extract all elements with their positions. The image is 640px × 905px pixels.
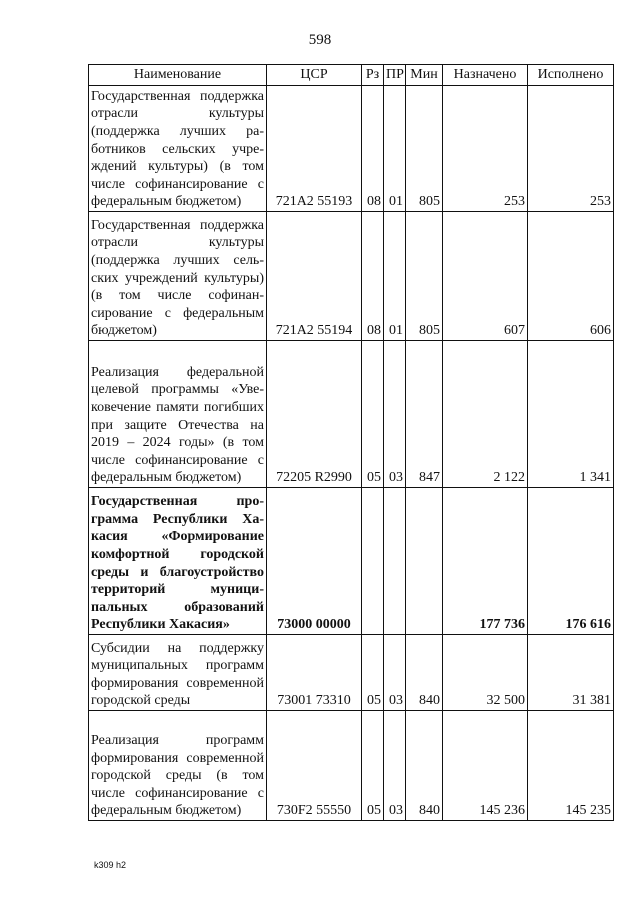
row-csr: 721А2 55194 — [267, 212, 362, 341]
row-executed: 1 341 — [528, 341, 614, 488]
row-name: Государственная программа Республики Хакасия «Формирование комфортной городской среды и благоустройство территорий муниципальных образований Республики Хакасия» — [89, 488, 267, 635]
row-pr: 03 — [384, 711, 406, 821]
row-pr: 01 — [384, 212, 406, 341]
header-assigned: Назначено — [443, 65, 528, 86]
row-csr: 73000 00000 — [267, 488, 362, 635]
row-min: 840 — [406, 635, 443, 711]
header-executed: Исполнено — [528, 65, 614, 86]
row-csr: 721А2 55193 — [267, 86, 362, 212]
row-pr: 03 — [384, 635, 406, 711]
row-rz: 05 — [362, 341, 384, 488]
row-name: Субсидии на поддержку муниципальных программ формирования современной городской среды — [89, 635, 267, 711]
table-row — [89, 341, 614, 488]
row-assigned: 145 236 — [443, 711, 528, 821]
row-csr: 73001 73310 — [267, 635, 362, 711]
row-min: 840 — [406, 711, 443, 821]
header-min: Мин — [406, 65, 443, 86]
row-rz: 08 — [362, 212, 384, 341]
budget-table — [88, 64, 614, 821]
row-name: Государственная поддержка отрасли культуры (поддержка лучших сельских учреждений культуры) (в том числе софинансирование с федеральным бюджетом) — [89, 212, 267, 341]
row-rz: 05 — [362, 635, 384, 711]
row-min: 805 — [406, 86, 443, 212]
table-row — [89, 635, 614, 711]
row-min — [406, 488, 443, 635]
row-pr: 03 — [384, 341, 406, 488]
row-rz — [362, 488, 384, 635]
row-csr: 72205 R2990 — [267, 341, 362, 488]
row-executed: 606 — [528, 212, 614, 341]
row-pr — [384, 488, 406, 635]
table-row — [89, 488, 614, 635]
row-name: Реализация программ формирования современной городской среды (в том числе софинансирование с федеральным бюджетом) — [89, 711, 267, 821]
header-pr: ПР — [384, 65, 406, 86]
table-row — [89, 711, 614, 821]
row-assigned: 32 500 — [443, 635, 528, 711]
header-rz: Рз — [362, 65, 384, 86]
row-rz: 08 — [362, 86, 384, 212]
row-assigned: 607 — [443, 212, 528, 341]
table-row — [89, 86, 614, 212]
row-min: 805 — [406, 212, 443, 341]
header-csr: ЦСР — [267, 65, 362, 86]
row-name: Реализация федеральной целевой программы «Увековечение памяти погибших при защите Отечества на 2019 – 2024 годы» (в том числе софинансирование с федеральным бюджетом) — [89, 341, 267, 488]
row-executed: 31 381 — [528, 635, 614, 711]
table-row — [89, 212, 614, 341]
row-name: Государственная поддержка отрасли культуры (поддержка лучших работников сельских учреждений культуры) (в том числе софинансирование с федеральным бюджетом) — [89, 86, 267, 212]
page-number: 598 — [308, 32, 332, 48]
footer-code: k309 h2 — [94, 860, 127, 870]
row-pr: 01 — [384, 86, 406, 212]
row-executed: 145 235 — [528, 711, 614, 821]
row-csr: 730F2 55550 — [267, 711, 362, 821]
row-assigned: 253 — [443, 86, 528, 212]
header-row — [89, 65, 614, 86]
header-name: Наименование — [89, 65, 267, 86]
row-executed: 176 616 — [528, 488, 614, 635]
row-min: 847 — [406, 341, 443, 488]
row-assigned: 2 122 — [443, 341, 528, 488]
row-executed: 253 — [528, 86, 614, 212]
row-assigned: 177 736 — [443, 488, 528, 635]
row-rz: 05 — [362, 711, 384, 821]
